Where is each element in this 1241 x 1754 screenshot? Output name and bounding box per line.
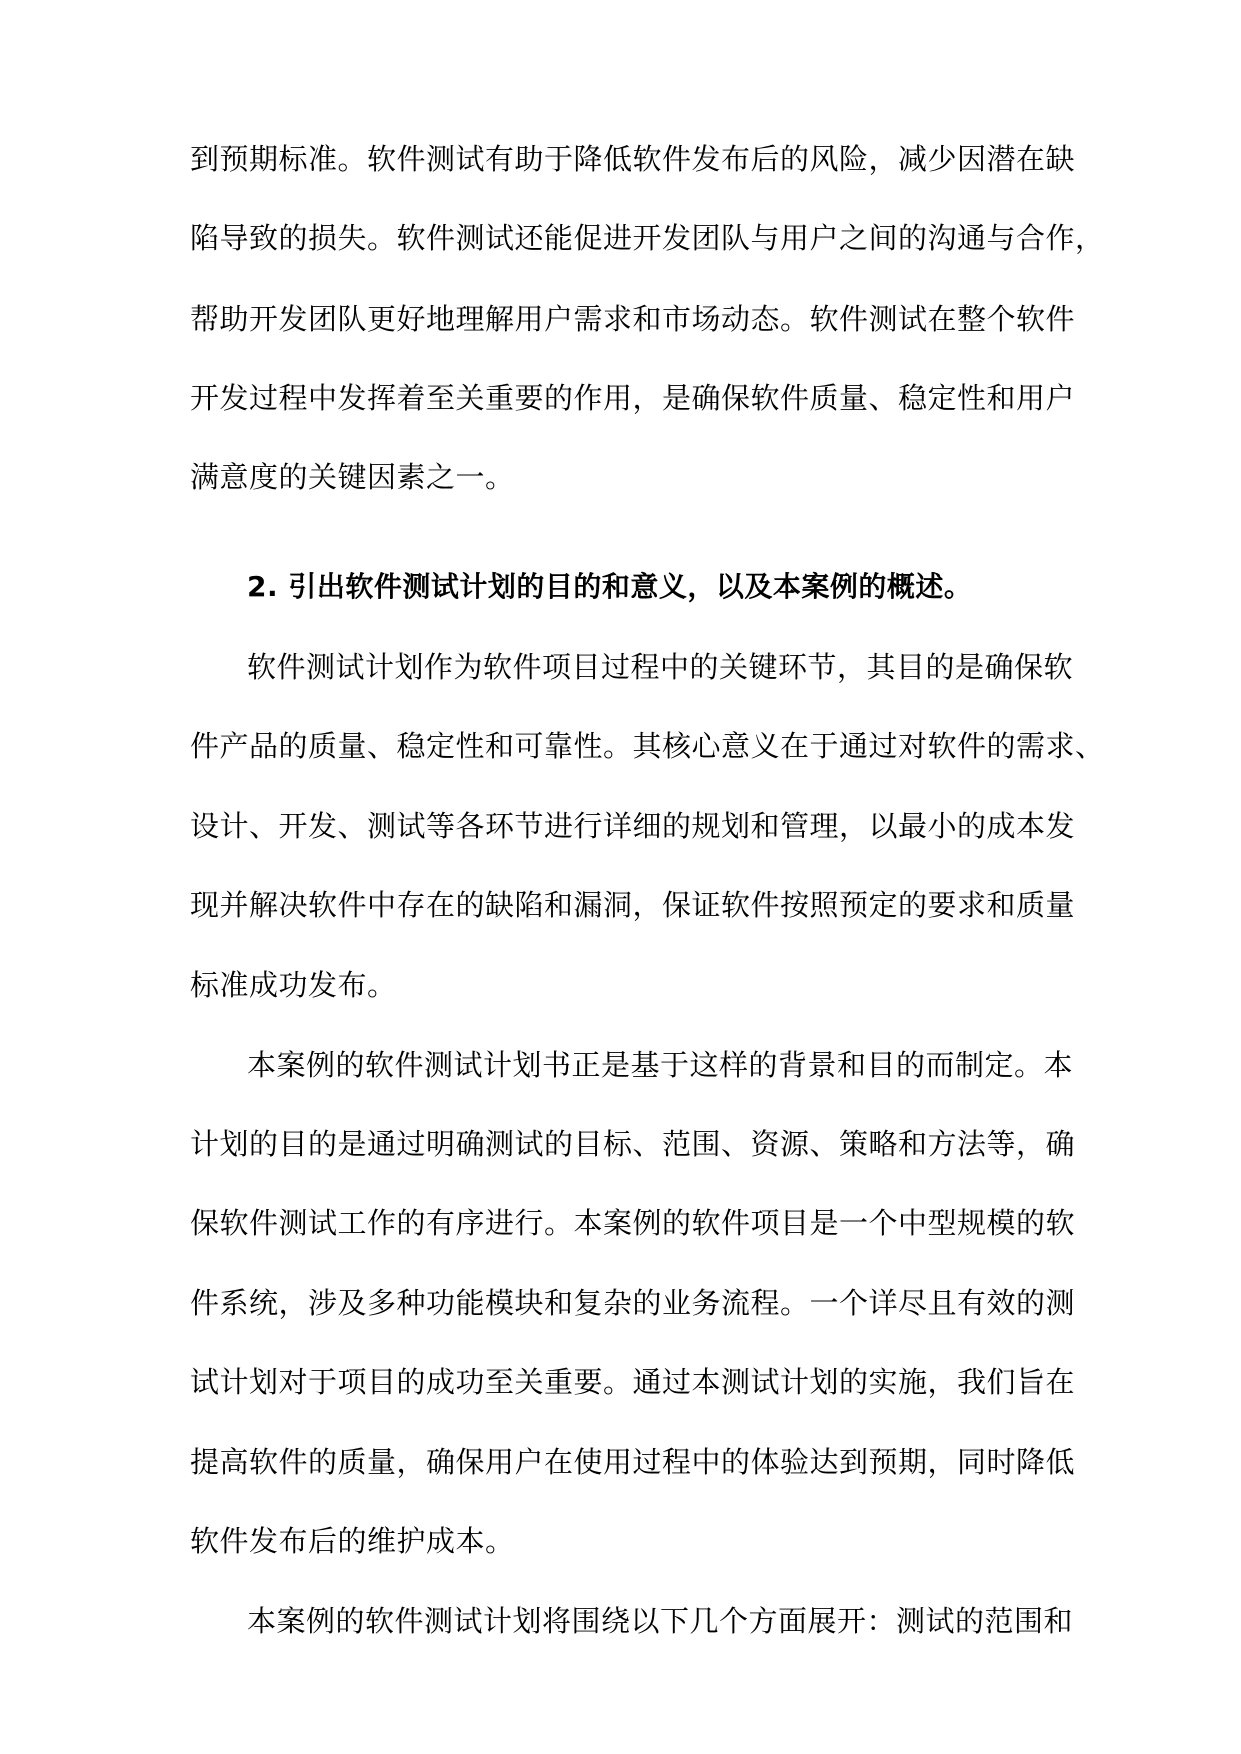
paragraph-line: 计划的目的是通过明确测试的目标、范围、资源、策略和方法等，确 <box>190 1127 1076 1161</box>
paragraph-line: 件系统，涉及多种功能模块和复杂的业务流程。一个详尽且有效的测 <box>190 1286 1076 1320</box>
paragraph-line: 试计划对于项目的成功至关重要。通过本测试计划的实施，我们旨在 <box>190 1365 1076 1399</box>
paragraph-line: 件产品的质量、稳定性和可靠性。其核心意义在于通过对软件的需求、 <box>190 729 1105 763</box>
paragraph-line: 软件测试计划作为软件项目过程中的关键环节，其目的是确保软 <box>247 650 1074 684</box>
paragraph-line: 陷导致的损失。软件测试还能促进开发团队与用户之间的沟通与合作， <box>190 221 1105 255</box>
paragraph-line: 现并解决软件中存在的缺陷和漏洞，保证软件按照预定的要求和质量 <box>190 888 1076 922</box>
paragraph-line: 开发过程中发挥着至关重要的作用，是确保软件质量、稳定性和用户 <box>190 381 1076 415</box>
paragraph-line: 帮助开发团队更好地理解用户需求和市场动态。软件测试在整个软件 <box>190 302 1076 336</box>
paragraph-line: 设计、开发、测试等各环节进行详细的规划和管理，以最小的成本发 <box>190 809 1076 843</box>
paragraph-line: 本案例的软件测试计划将围绕以下几个方面展开：测试的范围和 <box>247 1604 1074 1638</box>
paragraph-line: 提高软件的质量，确保用户在使用过程中的体验达到预期，同时降低 <box>190 1445 1076 1479</box>
paragraph-line: 软件发布后的维护成本。 <box>190 1524 515 1558</box>
paragraph-line: 本案例的软件测试计划书正是基于这样的背景和目的而制定。本 <box>247 1048 1074 1082</box>
paragraph-line: 保软件测试工作的有序进行。本案例的软件项目是一个中型规模的软 <box>190 1206 1076 1240</box>
paragraph-line: 到预期标准。软件测试有助于降低软件发布后的风险，减少因潜在缺 <box>190 142 1076 176</box>
paragraph-line: 满意度的关键因素之一。 <box>190 460 515 494</box>
section-heading: 2. 引出软件测试计划的目的和意义，以及本案例的概述。 <box>247 570 973 603</box>
paragraph-line: 标准成功发布。 <box>190 968 397 1002</box>
